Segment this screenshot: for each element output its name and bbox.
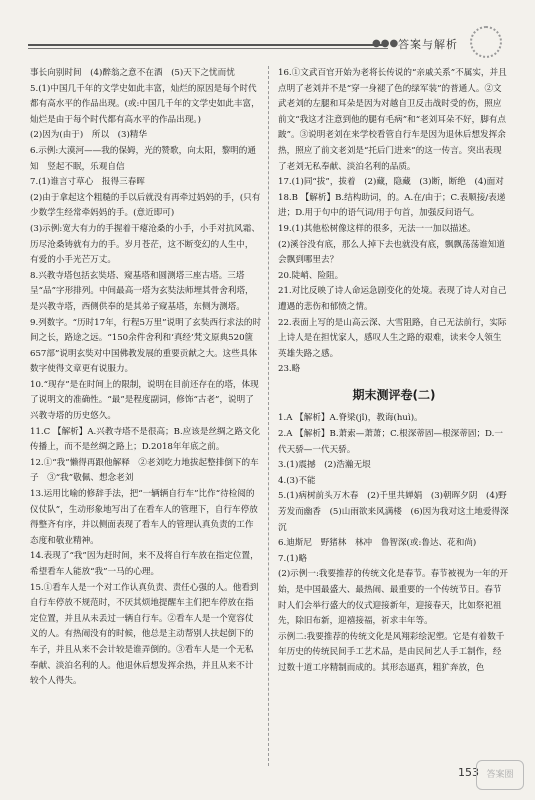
right-column xyxy=(278,66,510,677)
column-divider xyxy=(268,66,269,766)
answer-paragraph: 7.(1)略 xyxy=(278,553,307,564)
answer-paragraph: 6.迪斯尼 野猪林 林冲 鲁智深(或:鲁达、花和尚) xyxy=(278,538,477,549)
answer-paragraph: 15.①看车人是一个对工作认真负责、责任心强的人。他看到自行车停放不规范时，不厌其烦地提醒车主们把车停放在指定位置，并且从未丢过一辆自行车。②看车人是一个宽容仗义的人。有热闹没有的时候，他总是主动帮别人扶起倒下的车子，并且从来不会计较是谁弄倒的。③看车人是一个无私奉献、淡泊名利的人。他退休后想发挥余热，并且从来不计较个人得失。 xyxy=(30,582,259,687)
answer-paragraph: 13.运用比喻的修辞手法，把“一辆辆自行车”比作“待检阅的仪仗队”，生动形象地写出了在看车人的管理下，自行车停放得整齐有序，并以侧面表现了看车人的管理认真负责的工作态度和敬业精神。 xyxy=(30,489,258,546)
answer-paragraph: (3)示例:宽大有力的手握着干瘪沧桑的小手，小手对抗风霜、历尽沧桑铸就有力的手。岁月苍茫，这不断变幻的人生中，有爱的小手光芒万丈。 xyxy=(30,223,260,266)
answer-paragraph: (2)因为(由于) 所以 (3)精华 xyxy=(30,130,147,141)
header-title: 答案与解析 xyxy=(398,38,458,51)
left-column xyxy=(30,66,262,690)
answer-paragraph: 22.表面上写的是山高云深、大雪阻路，自己无法前行，实际上诗人是在担忧家人，感叹人生之路的艰难，读来令人领生英雄失路之感。 xyxy=(278,317,507,359)
answer-paragraph: 14.表现了“我”因为赶时间，来不及将自行车放在指定位置，希望看车人能放“我”一马的心理。 xyxy=(30,551,259,577)
answer-paragraph: 18.B 【解析】B.结构助词，的。A.在/由于；C.表顺接/表递进；D.用于句中的语气词/用于句首，加强反问语气。 xyxy=(278,192,506,219)
answer-paragraph: 7.(1)谁言寸草心 报得三春晖 xyxy=(30,177,145,188)
header-rule xyxy=(28,44,388,46)
answer-paragraph: 示例二:我要推荐的传统文化是风翔彩绘泥塑。它是有着数千年历史的传统民间手工艺术品，是由民间艺人手工制作，经过数十道工序精制而成的。其形态逼真，粗犷奔放，色 xyxy=(278,631,505,673)
answer-paragraph: 事长向别时间 (4)醉翁之意不在酒 (5)天下之忧而忧 xyxy=(30,68,235,78)
answer-paragraph: (2)溪谷没有底，那么人掉下去也就没有底，飘飘荡荡谁知道会飘到哪里去？ xyxy=(278,239,506,266)
answer-paragraph: 11.C 【解析】A.兴教寺塔不是很高；B.应该是丝绸之路文化传播上，而不是丝绸之路上；D.2018年年底之前。 xyxy=(30,426,261,453)
answer-paragraph: 20.陡峭、险阻。 xyxy=(278,270,344,281)
answer-paragraph: (2)示例一:我要推荐的传统文化是春节。春节被视为一年的开始，是中国最盛大、最热闹、最重要的一个传统节日。春节时人们会举行盛大的仪式迎接新年，迎接春天，比如祭祀祖先，除旧布新，迎禧接福，祈求丰年等。 xyxy=(278,569,508,627)
answer-paragraph: 4.(3)不能 xyxy=(278,475,316,486)
answer-paragraph: 1.A 【解析】A.脊梁(jǐ)，教诲(huì)。 xyxy=(278,413,423,424)
header-rule-thin xyxy=(28,48,388,49)
answer-paragraph: 23.略 xyxy=(278,364,301,375)
watermark: 答案圈 xyxy=(476,760,524,790)
answer-paragraph: 17.(1)同“拔”，拔着 (2)藏，隐藏 (3)断，断绝 (4)面对 xyxy=(278,177,504,188)
header-badge-icon xyxy=(470,26,502,58)
answer-paragraph: 2.A 【解析】B.萧索—萧萧；C.根深蒂固—根深蒂固；D.一代天骄—一代天骄。 xyxy=(278,429,503,455)
answer-paragraph: 19.(1)其他松树像这样的很多，无法一一加以描述。 xyxy=(278,223,476,234)
answer-paragraph: 21.对比反映了诗人命运急剧变化的处境。表现了诗人对自己遭遇的悲伤和郁愤之情。 xyxy=(278,286,507,312)
answer-paragraph: (2)由于拿起这个粗糙的手以后就没有再牵过妈妈的手，(只有少数学生经常牵妈妈的手。(意近即可) xyxy=(30,192,261,219)
section-title: 期末测评卷(二) xyxy=(352,387,436,402)
answer-paragraph: 5.(1)中国几千年的文学史如此丰富，灿烂的原因是每个时代都有高水平的作品出现。(或:中国几千年的文学史如此丰富，灿烂是由于每个时代都有高水平的作品出现。) xyxy=(30,83,260,125)
answer-paragraph: 12.①“我”懒得再跟他解释 ②老刘吃力地拔起整排倒下的车子 ③“我”敬佩、想念老刘 xyxy=(30,457,259,484)
answer-paragraph: 6.示例:大漠河——我的保姆，光的赞歌，向太阳，黎明的通知 竖起不眠，乐观自信 xyxy=(30,145,256,172)
answer-paragraph: 16.①文武百官开始为老将长传说的“亲戚关系”不属实，并且点明了老刘并不是“穿一身褪了色的绿军装”的普通人。②文武老刘的左腿和耳朵是因为对越自卫反击战时受的伤，照应前文“我这才注意到他的腿有毛病”和“老刘耳朵不好，脚有点跛”。③说明老刘在来学校看管自行车是因为退休后想发挥余热，照应了前文老刘是“托后门进来”的这一传言。突出表现了老刘无私奉献、淡泊名利的品质。 xyxy=(278,68,507,172)
page-header xyxy=(0,0,535,60)
answer-paragraph: 9.列数字。“历时17年，行程5万里”说明了玄奘西行求法的时间之长，路途之远。“150余件舍利和‘真经’梵文原典520箧657部”说明玄奘对中国佛教发展的重要贡献之大。这些具体数字使得文章更有说服力。 xyxy=(30,317,262,375)
page-number: 153 xyxy=(458,766,479,779)
answer-paragraph: 5.(1)病树前头万木春 (2)千里共婵娟 (3)朝晖夕阴 (4)野芳发而幽香 (5)山雨欲来风满楼 (6)因为我对这土地爱得深沉 xyxy=(278,491,509,533)
answer-paragraph: 8.兴教寺塔包括玄奘塔、窥基塔和圆测塔三座古塔。三塔呈“品”字形排列。中间最高一塔为玄奘法师埋其骨舍利塔，是兴教寺塔，西侧供奉的是其弟子窥基塔，东侧为测塔。 xyxy=(30,270,254,312)
answer-paragraph: 3.(1)震撼 (2)浩瀚无垠 xyxy=(278,460,371,471)
header-dots-icon: ●●● xyxy=(372,38,399,49)
answer-paragraph: 10.“现存”是在时间上的限制，说明在目前还存在的塔，体现了说明文的准确性。“最”是程度副词，修饰“古老”，说明了兴教寺塔的历史悠久。 xyxy=(30,379,259,422)
